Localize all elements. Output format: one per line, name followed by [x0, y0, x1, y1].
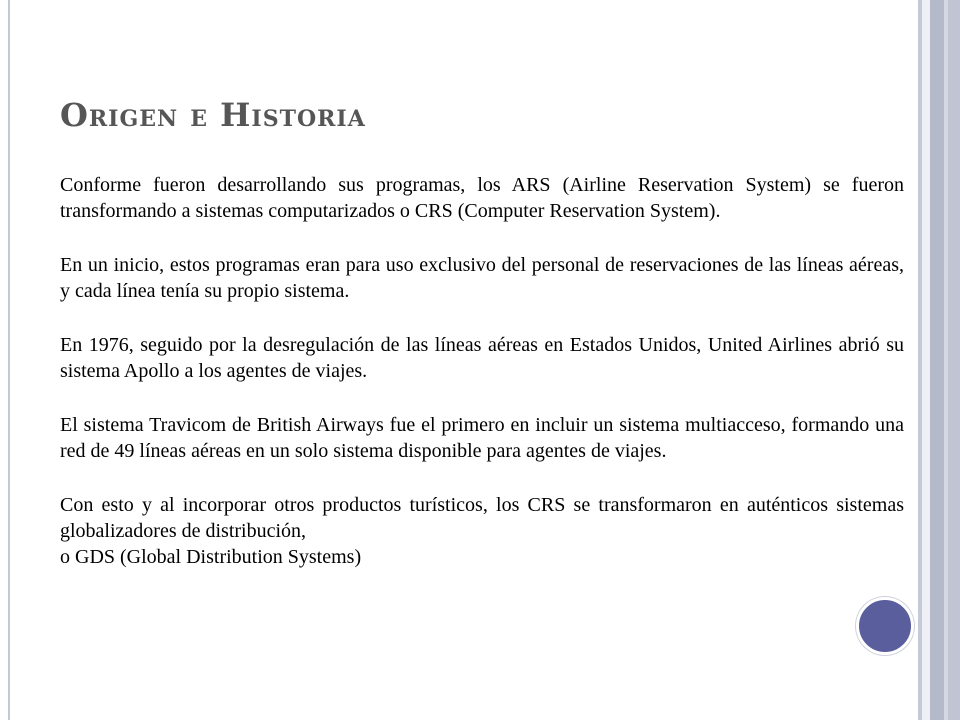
paragraph-gds — [60, 492, 904, 570]
left-frame-line — [8, 0, 10, 720]
right-bar-main — [930, 0, 944, 720]
paragraph-ars-crs: Conforme fueron desarrollando sus programas, los ARS (Airline Reservation System) se fueron transformando a sistemas computarizados o CRS (Computer Reservation System). — [60, 174, 904, 222]
paragraph-1976-apollo: En 1976, seguido por la desregulación de las líneas aéreas en Estados Unidos, United Airlines abrió su sistema Apollo a los agentes de viajes. — [60, 334, 904, 382]
slide-body — [60, 172, 904, 570]
paragraph-gds-line2: o GDS (Global Distribution Systems) — [60, 546, 362, 568]
decorative-circle — [856, 597, 914, 655]
right-bar-gap — [922, 0, 930, 720]
right-bar-last — [948, 0, 960, 720]
paragraph-exclusive-use: En un inicio, estos programas eran para uso exclusivo del personal de reservaciones de las líneas aéreas, y cada línea tenía su propio sistema. — [60, 254, 904, 302]
slide-title: Origen e Historia — [60, 96, 366, 134]
paragraph-gds-line1: Con esto y al incorporar otros productos turísticos, los CRS se transformaron en auténticos sistemas globalizadores de distribución, — [60, 494, 904, 542]
paragraph-travicom: El sistema Travicom de British Airways fue el primero en incluir un sistema multiacceso, formando una red de 49 líneas aéreas en un solo sistema disponible para agentes de viajes. — [60, 414, 904, 462]
